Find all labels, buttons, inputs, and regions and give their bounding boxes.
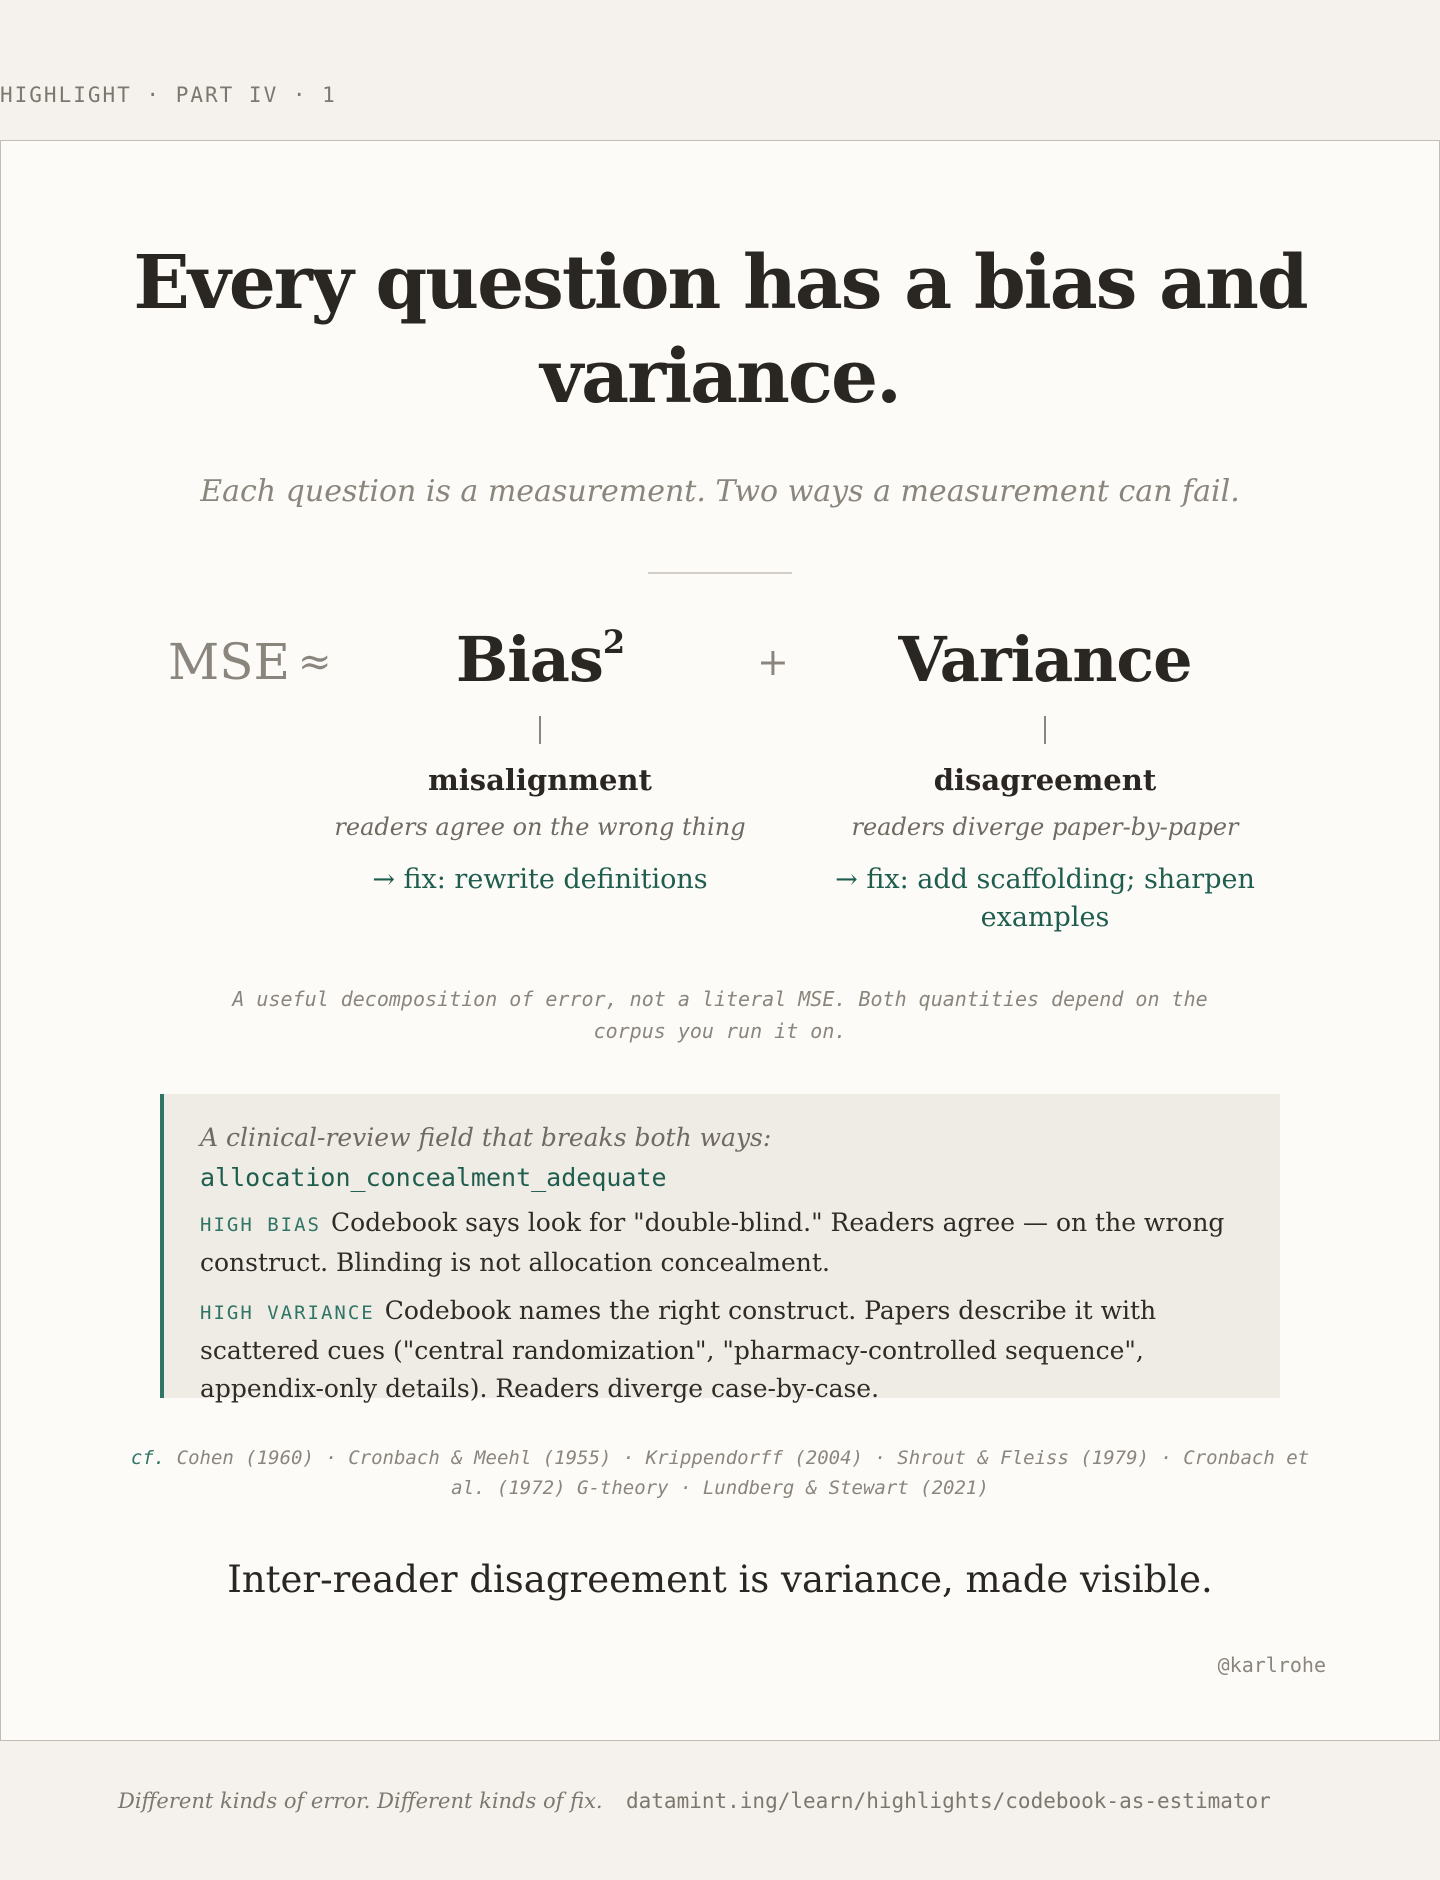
subtitle: Each question is a measurement. Two ways a measurement can fail. (200, 474, 1240, 509)
bias-connector (539, 716, 541, 744)
approx-symbol: ≈ (298, 639, 332, 685)
decomposition-note: A useful decomposition of error, not a literal MSE. Both quantities depend on the corpus you run it on. (232, 987, 1208, 1043)
callout-intro (200, 1118, 1240, 1198)
bias-name (330, 622, 750, 698)
bias-name-text: Bias (455, 623, 603, 696)
example-callout (160, 1094, 1280, 1403)
bias-exponent: 2 (602, 623, 625, 661)
section-kicker: HIGHLIGHT · PART IV · 1 (0, 83, 337, 107)
variance-description: readers diverge paper-by-paper (851, 813, 1239, 841)
variance-name: Variance (898, 623, 1192, 696)
bias-label: misalignment (428, 763, 652, 797)
divider (648, 572, 792, 574)
closing-statement: Inter-reader disagreement is variance, made visible. (227, 1558, 1213, 1601)
plus-symbol: + (757, 640, 789, 684)
bias-description: readers agree on the wrong thing (334, 813, 746, 841)
high-bias-text: Codebook says look for "double-blind." Readers agree — on the wrong construct. Blinding is not allocation concealment. (200, 1208, 1225, 1277)
footer-url-link[interactable]: datamint.ing/learn/highlights/codebook-as-estimator (626, 1789, 1271, 1813)
footer-tagline: Different kinds of error. Different kinds of fix. (118, 1789, 603, 1813)
callout-intro-text: A clinical-review field that breaks both ways: (200, 1123, 772, 1152)
high-variance-text: Codebook names the right construct. Papers describe it with scattered cues ("central randomization", "pharmacy-controlled sequence", appendix-only details). Readers diverge case-by-case. (200, 1296, 1157, 1403)
variance-fix: → fix: add scaffolding; sharpen examples (835, 864, 1255, 933)
variance-connector (1044, 716, 1046, 744)
bias-fix: → fix: rewrite definitions (372, 864, 708, 895)
callout-field-name: allocation_concealment_adequate (200, 1163, 667, 1192)
equation-lhs: MSE (168, 633, 290, 691)
author-handle: @karlrohe (1217, 1653, 1326, 1677)
references-prefix: cf. (130, 1447, 166, 1469)
high-bias-row (200, 1204, 1240, 1282)
high-variance-row (200, 1292, 1240, 1408)
references-text: Cohen (1960) · Cronbach & Meehl (1955) · Krippendorff (2004) · Shrout & Fleiss (1979) · Cronbach et al. (1972) G-theory · Lundberg & Stewart (2021) (176, 1447, 1310, 1499)
high-bias-tag: HIGH BIAS (200, 1214, 321, 1236)
references (120, 1443, 1320, 1503)
variance-label: disagreement (933, 763, 1157, 797)
high-variance-tag: HIGH VARIANCE (200, 1302, 375, 1324)
page-title: Every question has a bias and variance. (133, 240, 1307, 420)
